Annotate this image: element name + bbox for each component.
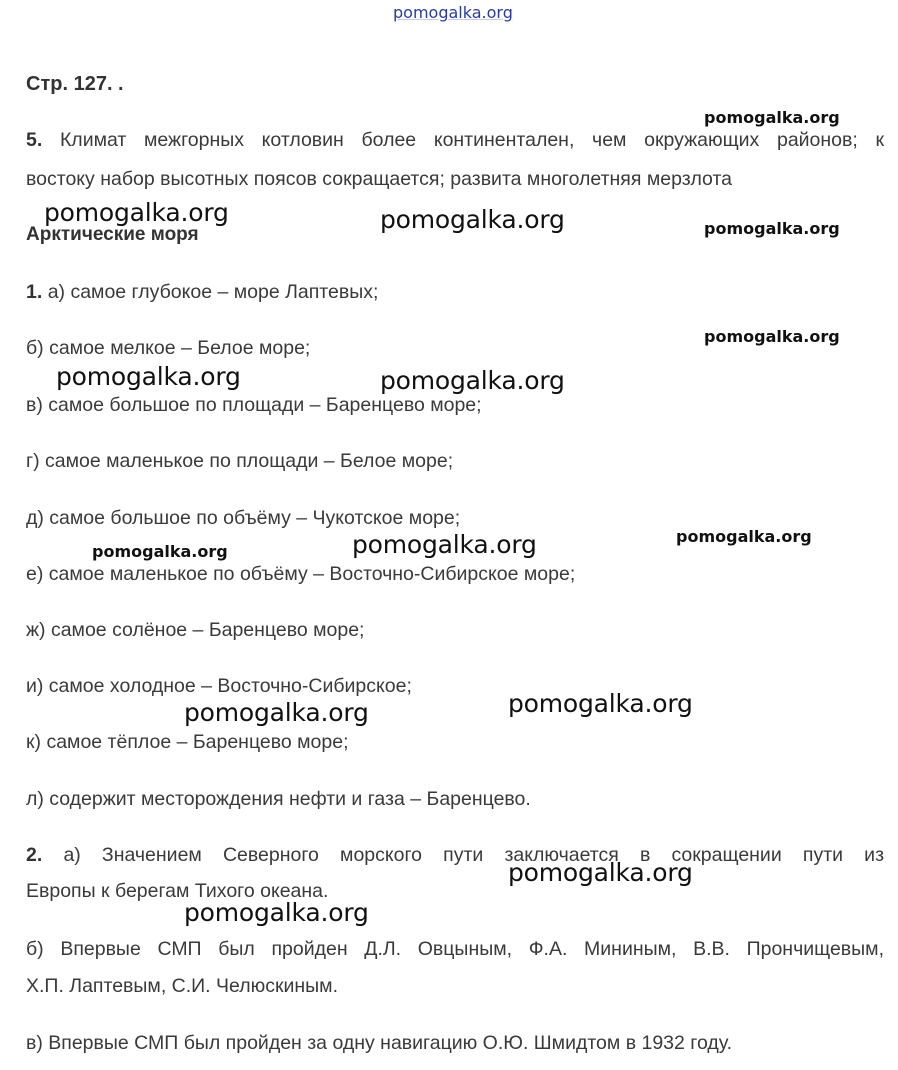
watermark: pomogalka.org bbox=[508, 858, 693, 887]
watermark: pomogalka.org bbox=[704, 327, 840, 346]
list-item: д) самое большое по объёму – Чукотское море; bbox=[26, 507, 461, 529]
list-item: к) самое тёплое – Баренцево море; bbox=[26, 731, 349, 753]
list-item: е) самое маленькое по объёму – Восточно-Сибирское море; bbox=[26, 563, 576, 585]
q5-number: 5. bbox=[26, 129, 43, 151]
watermark: pomogalka.org bbox=[92, 542, 228, 561]
list-item: л) содержит месторождения нефти и газа – Баренцево. bbox=[26, 788, 531, 810]
watermark: pomogalka.org bbox=[184, 898, 369, 927]
q5-line-1 bbox=[26, 128, 884, 152]
watermark: pomogalka.org bbox=[704, 108, 840, 127]
watermark: pomogalka.org bbox=[508, 689, 693, 718]
list-item: г) самое маленькое по площади – Белое море; bbox=[26, 450, 454, 472]
watermark: pomogalka.org bbox=[352, 530, 537, 559]
watermark: pomogalka.org bbox=[380, 366, 565, 395]
q2-line-a2: Европы к берегам Тихого океана. bbox=[26, 880, 329, 902]
q2-line-b1: б) Впервые СМП был пройден Д.Л. Овцыным, Ф.А. Мининым, В.В. Прончищевым, bbox=[26, 938, 884, 960]
site-link[interactable]: pomogalka.org bbox=[393, 3, 513, 22]
list-item: б) самое мелкое – Белое море; bbox=[26, 337, 311, 359]
watermark: pomogalka.org bbox=[676, 527, 812, 546]
q2-text-a1: а) Значением Северного морского пути заключается в сокращении пути из bbox=[63, 844, 885, 866]
arctic-seas-heading: Арктические моря bbox=[26, 224, 199, 245]
watermark: pomogalka.org bbox=[380, 205, 565, 234]
watermark: pomogalka.org bbox=[44, 198, 229, 227]
list-item: ж) самое солёное – Баренцево море; bbox=[26, 619, 365, 641]
q1-item-a bbox=[26, 280, 378, 304]
q1-number: 1. bbox=[26, 281, 43, 303]
list-item: в) самое большое по площади – Баренцево море; bbox=[26, 394, 482, 416]
q2-line-a1 bbox=[26, 843, 884, 867]
q2-line-b2: Х.П. Лаптевым, С.И. Челюскиным. bbox=[26, 975, 338, 997]
q5-line-2: востоку набор высотных поясов сокращается; развита многолетняя мерзлота bbox=[26, 168, 733, 190]
q2-number: 2. bbox=[26, 844, 43, 866]
q5-text-1: Климат межгорных котловин более континентален, чем окружающих районов; к bbox=[59, 129, 885, 151]
watermark: pomogalka.org bbox=[56, 362, 241, 391]
watermark: pomogalka.org bbox=[704, 219, 840, 238]
list-item: и) самое холодное – Восточно-Сибирское; bbox=[26, 675, 412, 697]
watermark: pomogalka.org bbox=[184, 698, 369, 727]
page-title: Стр. 127. . bbox=[26, 73, 124, 95]
list-item: а) самое глубокое – море Лаптевых; bbox=[47, 281, 379, 303]
q2-line-c1: в) Впервые СМП был пройден за одну навигацию О.Ю. Шмидтом в 1932 году. bbox=[26, 1032, 732, 1054]
